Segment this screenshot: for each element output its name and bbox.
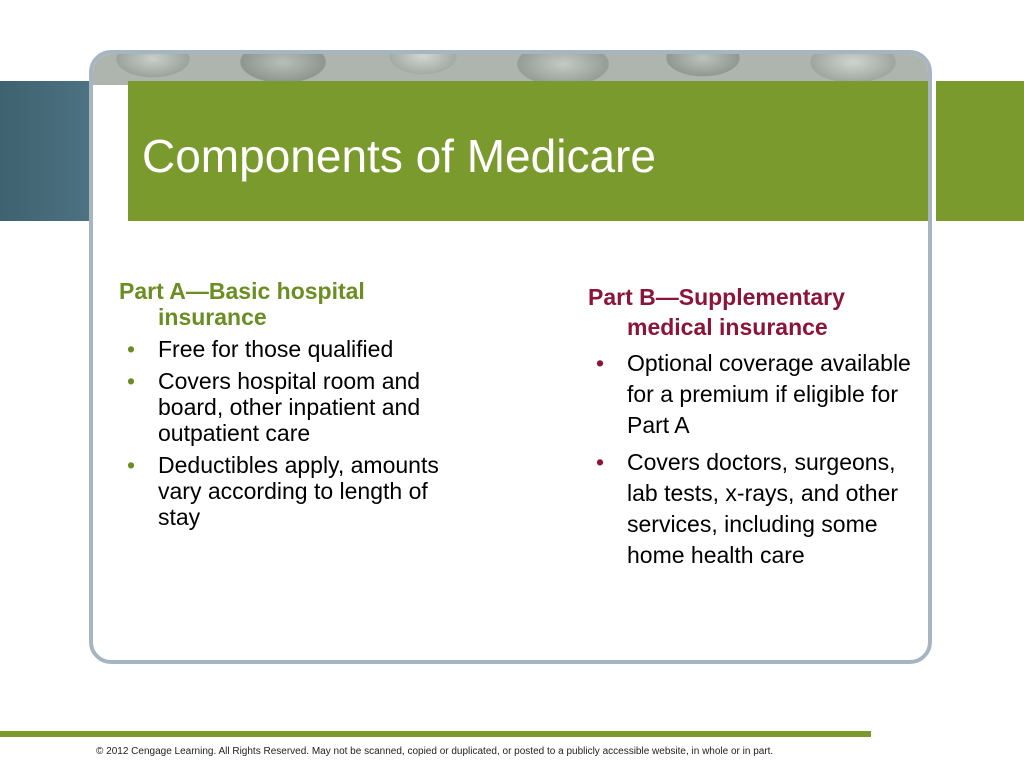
part-b-bullet: • Covers doctors, surgeons, lab tests, x-rays, and other services, including some home health care — [588, 447, 918, 571]
title-bar — [128, 81, 928, 221]
slide-title: Components of Medicare — [142, 130, 656, 182]
right-accent-band — [936, 81, 1024, 221]
part-a-bullet: • Covers hospital room and board, other inpatient and outpatient care — [119, 368, 449, 446]
copyright-footer: © 2012 Cengage Learning. All Rights Reserved. May not be scanned, copied or duplicated, or posted to a publicly accessible website, in whole or in part. — [96, 746, 774, 757]
part-a-bullet: • Deductibles apply, amounts vary according to length of stay — [119, 452, 449, 530]
part-a-column — [119, 278, 449, 536]
part-b-bullet: • Optional coverage available for a premium if eligible for Part A — [588, 348, 918, 441]
part-a-bullet-list — [119, 336, 449, 530]
part-a-heading: Part A—Basic hospital insurance — [119, 278, 365, 330]
part-a-bullet: • Free for those qualified — [119, 336, 449, 362]
part-b-heading: Part B—Supplementary medical insurance — [588, 284, 845, 340]
part-b-bullet-list — [588, 348, 918, 571]
part-b-column — [588, 282, 918, 577]
footer-divider — [0, 731, 871, 737]
